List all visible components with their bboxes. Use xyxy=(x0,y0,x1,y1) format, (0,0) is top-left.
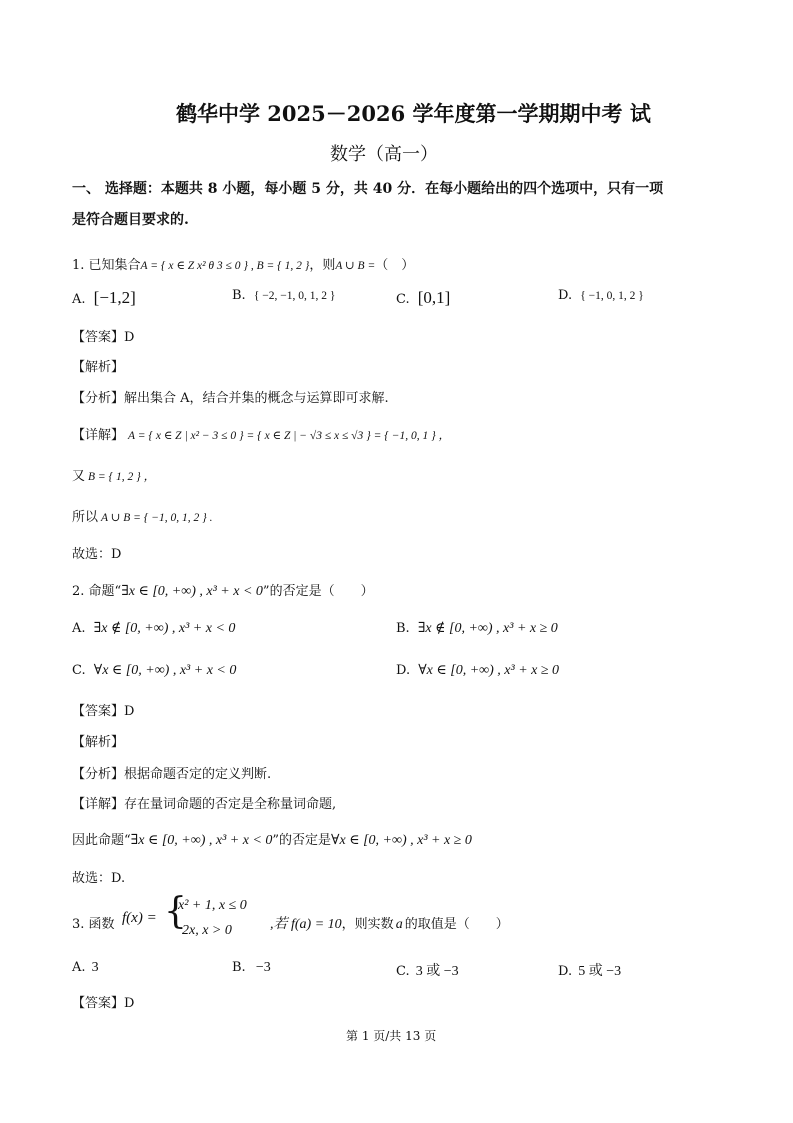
option-letter: A. xyxy=(72,960,86,975)
q3-cond: ,若 f(a) = 10 xyxy=(270,917,342,932)
q3-option-c xyxy=(396,960,459,980)
q1-analysis-tag: 【解析】 xyxy=(72,360,125,375)
q1-union: A ∪ B = xyxy=(335,260,376,272)
q1-set-a: A = { x ∈ Z x² θ 3 ≤ 0 } , B = { 1, 2 } xyxy=(140,260,310,272)
q1-suffix: ，则 xyxy=(309,258,336,273)
q2-option-b xyxy=(396,620,558,637)
option-letter: B. xyxy=(232,288,246,303)
option-value: { −1, 0, 1, 2 } xyxy=(580,290,644,302)
q3-case2: 2x, x > 0 xyxy=(182,923,232,938)
q3-option-a xyxy=(72,960,99,976)
q1-detail xyxy=(72,424,450,443)
option-letter: C. xyxy=(396,292,410,307)
q3-prefix: 3. 函数 xyxy=(72,917,115,932)
option-value: { −2, −1, 0, 1, 2 } xyxy=(253,290,336,302)
q2-analysis: 【分析】根据命题否定的定义判断. xyxy=(72,767,272,782)
stem-math: ∃x ∈ [0, +∞) , x³ + x < 0 xyxy=(121,584,263,599)
option-value: ∃x ∉ [0, +∞) , x³ + x ≥ 0 xyxy=(417,621,558,636)
q3-brace: { xyxy=(164,891,187,932)
line-math: A ∪ B = { −1, 0, 1, 2 } . xyxy=(101,512,213,524)
line-math: B = { 1, 2 } ， xyxy=(88,471,156,483)
q3-var: a xyxy=(395,917,403,932)
q2-option-a xyxy=(72,620,235,637)
q1-answer: 【答案】D xyxy=(72,330,135,345)
q3-suffix: ，则实数 xyxy=(341,917,394,932)
q1-analysis: 【分析】解出集合 A，结合并集的概念与运算即可求解. xyxy=(72,391,389,406)
option-letter: A. xyxy=(72,621,86,636)
q2-conclusion xyxy=(72,829,472,849)
section-heading-line2: 是符合题目要求的. xyxy=(72,212,189,228)
q3-suffix2: 的取值是（ ） xyxy=(404,917,509,932)
q3-case1: x² + 1, x ≤ 0 xyxy=(178,898,247,913)
option-value: 3 或 −3 xyxy=(415,964,459,979)
q3-condition xyxy=(270,913,509,933)
option-value: ∃x ∉ [0, +∞) , x³ + x < 0 xyxy=(93,621,236,636)
option-letter: D. xyxy=(558,288,573,303)
conclusion-mid: ”的否定是 xyxy=(272,833,332,848)
q2-option-d xyxy=(396,662,559,679)
q1-option-c xyxy=(396,288,450,308)
q1-choose: 故选：D xyxy=(72,547,122,562)
q3-func: f(x) = xyxy=(122,910,157,926)
q1-stem xyxy=(72,254,414,273)
option-letter: C. xyxy=(72,663,86,678)
conclusion-math: ∀x ∈ [0, +∞) , x³ + x ≥ 0 xyxy=(331,833,472,848)
option-letter: B. xyxy=(396,621,410,636)
q2-detail: 【详解】存在量词命题的否定是全称量词命题, xyxy=(72,797,337,812)
q3-option-b xyxy=(232,960,271,976)
option-letter: B. xyxy=(232,960,246,975)
option-value: ∀x ∈ [0, +∞) , x³ + x ≥ 0 xyxy=(418,663,560,678)
option-value: [−1,2] xyxy=(93,288,136,307)
option-letter: C. xyxy=(396,964,410,979)
option-letter: D. xyxy=(558,964,573,979)
q3-option-d xyxy=(558,960,621,980)
option-value: 5 或 −3 xyxy=(578,964,622,979)
q3-answer: 【答案】D xyxy=(72,996,135,1011)
option-letter: A. xyxy=(72,292,86,307)
page-subtitle: 数学（高一） xyxy=(330,144,438,165)
conclusion-prefix: 因此命题“ xyxy=(72,833,131,848)
option-value: [0,1] xyxy=(417,288,451,307)
option-value: −3 xyxy=(255,960,271,975)
q1-option-d xyxy=(558,288,644,303)
q2-option-c xyxy=(72,662,236,679)
q1-line-c xyxy=(72,506,212,525)
stem-suffix: ”的否定是（ ） xyxy=(262,584,374,599)
q1-option-a xyxy=(72,288,136,308)
option-value: ∀x ∈ [0, +∞) , x³ + x < 0 xyxy=(93,663,237,678)
q2-answer: 【答案】D xyxy=(72,704,135,719)
line-prefix: 所以 xyxy=(72,510,99,525)
option-value: 3 xyxy=(91,960,99,975)
detail-math: A = { x ∈ Z | x² − 3 ≤ 0 } = { x ∈ Z | − √3 ≤ x ≤ √3 } = { −1, 0, 1 } ， xyxy=(128,430,451,442)
q2-stem xyxy=(72,580,374,600)
stem-prefix: 2. 命题“ xyxy=(72,584,122,599)
q2-choose: 故选：D. xyxy=(72,871,126,886)
conclusion-math: ∃x ∈ [0, +∞) , x³ + x < 0 xyxy=(130,833,273,848)
section-heading-line1: 一、 选择题：本题共 8 小题，每小题 5 分，共 40 分．在每小题给出的四个选项中，只有一项 xyxy=(72,181,664,197)
page-title: 鹤华中学 2025－2026 学年度第一学期期中考 试 xyxy=(176,101,651,126)
q1-paren: （ ） xyxy=(375,258,415,273)
detail-tag: 【详解】 xyxy=(72,428,125,443)
q2-analysis-tag: 【解析】 xyxy=(72,735,125,750)
page-number: 第 1 页/共 13 页 xyxy=(346,1029,437,1043)
option-letter: D. xyxy=(396,663,411,678)
q1-option-b xyxy=(232,288,335,303)
q1-line-b xyxy=(72,465,155,484)
line-prefix: 又 xyxy=(72,469,86,484)
q1-prefix: 1. 已知集合 xyxy=(72,258,141,273)
